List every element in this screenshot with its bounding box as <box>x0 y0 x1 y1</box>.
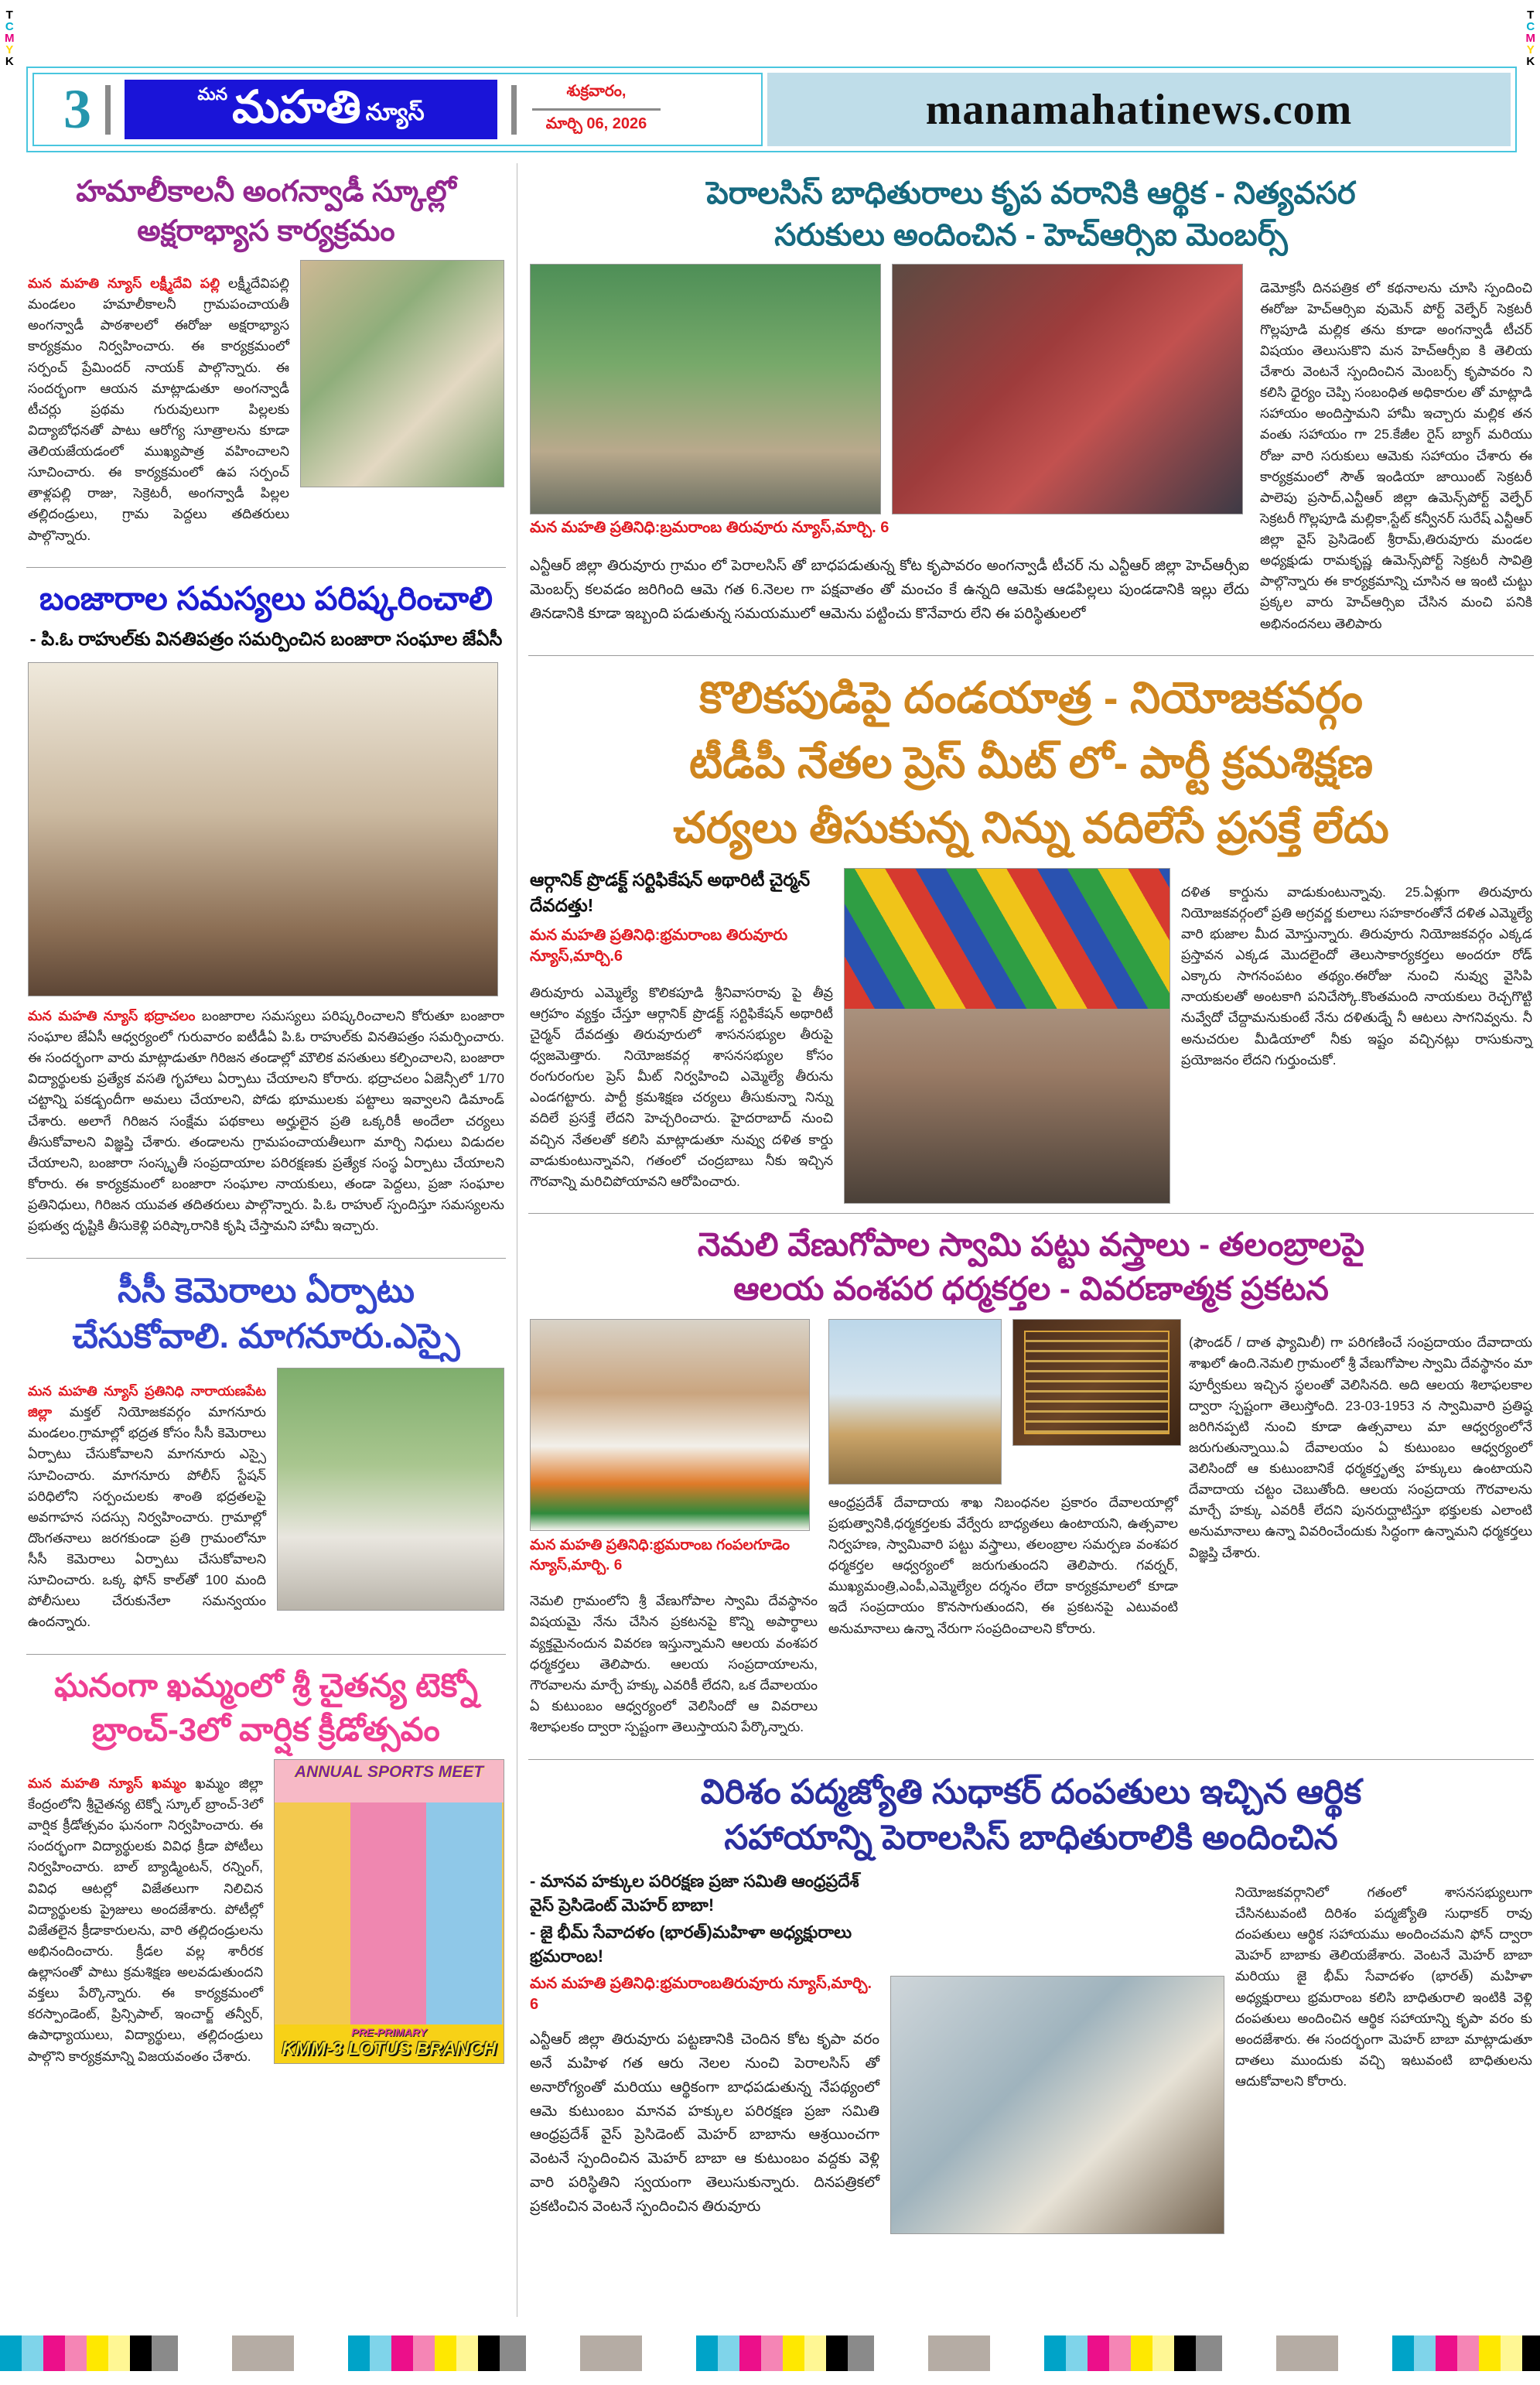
article-paralysis-hrci <box>528 163 1534 655</box>
article-body-left: నెమలి గ్రామంలోని శ్రీ వేణుగోపాల స్వామి దేవస్థానం విషయమై నేను చేసిన ప్రకటనపై కొన్ని అపార్థాలు వ్యక్తమైనందున వివరణ ఇస్తున్నామని ఆలయ వంశపర ధర్మకర్తలు తెలిపారు. ఆలయ సంప్రదాయాలను, గౌరవాలను మార్చే హక్కు ఎవరికీ లేదని, ఒక దేవాలయం ఏ కుటుంబం ఆధ్వర్యంలో వెలిసిందో ఆ వివరాలు శిలాఫలకం ద్వారా స్పష్టంగా తెలుస్తాయని పేర్కొన్నారు. <box>530 1593 818 1734</box>
press-meet-speaker-photo <box>844 868 1170 1204</box>
byline: మన మహతి ప్రతినిధి:భ్రమరాంబ గంపలగూడెం న్యూస్,మార్చి. 6 <box>530 1536 790 1573</box>
article-subhead: - పి.ఓ రాహుల్‌కు వినతిపత్రం సమర్పించిన బంజారా సంఘాల జేఏసీ <box>29 628 503 650</box>
reg-letter: M <box>1525 32 1535 45</box>
paralysis-main <box>530 264 1249 648</box>
stone-plaque-photo <box>1012 1319 1181 1446</box>
headline-line: చేసుకోవాలి. మాగనూరు.ఎస్సై <box>72 1317 460 1356</box>
headline-line: సరుకులు అందించిన - హెచ్ఆర్సిఐ మెంబర్స్ <box>774 218 1288 252</box>
reg-letter: Y <box>1526 43 1535 56</box>
article-headline <box>28 173 504 252</box>
headline-line: హమాలీకాలనీ అంగన్వాడీ స్కూల్లో <box>76 176 456 208</box>
headline-line: నెమలి వేణుగోపాల స్వామి పట్టు వస్త్రాలు - తలంబ్రాలపై <box>697 1226 1365 1263</box>
highlight-bullet: - మానవ హక్కుల పరిరక్షణ ప్రజా సమితి ఆంధ్రప్రదేశ్ వైస్ ప్రెసిడెంట్ మెహర్ బాబా! <box>530 1871 859 1915</box>
article-body-mid: ఆంధ్రప్రదేశ్ దేవాదాయ శాఖ నిబంధనల ప్రకారం దేవాలయాల్లో ప్రభుత్వానికి,ధర్మకర్తలకు వేర్వేరు బాధ్యతలు ఉంటాయని, ఉత్సవాల నిర్వహణ, స్వామివారి పట్టు వస్త్రాలు, తలంబ్రాల సమర్పణ వంశపర ధర్మకర్తల ఆధ్వర్యంలో జరుగుతుందని తెలిపారు. గవర్నర్, ముఖ్యమంత్రి,ఎంపీ,ఎమ్మెల్యేల దర్శనం లేదా కార్యక్రమాలలో కూడా ఇదే సంప్రదాయం కొనసాగుతుందని, ఈ ప్రకటనపై ఎటువంటి అనుమానాలు ఉన్నా నేరుగా సంప్రదించాలని కోరారు. <box>828 1494 1178 1636</box>
cmyk-registration-mark-left <box>5 9 15 67</box>
reg-letter: K <box>5 55 14 68</box>
article-body-left: ఎన్టీఆర్ జిల్లా తిరువూరు గ్రామం లో పెరాలసిస్ తో బాధపడుతున్న కోట కృపావరం అంగన్వాడీ టీచర్ ను ఎన్టీఆర్ జిల్లా హెచ్ఆర్సీఐ మెంబర్స్ కలవడం జరిగింది ఆమె గత 6.నెలల గా పక్షవాతం తో మంచం కే ఉన్నది ఆమెకు ఆడపిల్లలు పుండడానికి ఇల్లు లేదు తినడానికి కూడా ఇబ్బంది పడుతున్న సమయములో ఆమెను పట్టించు కొనేవారు లేని ఈ పరిస్థితులలో <box>530 558 1249 622</box>
donation-left-cell <box>530 1868 879 2233</box>
article-subhead: ఆర్గానిక్ ప్రొడక్ట్ సర్టిఫికేషన్ అథారిటీ చైర్మన్ దేవదత్తు! <box>530 870 811 916</box>
tdp-left-cell <box>530 868 833 1205</box>
donation-handover-photo <box>890 1976 1224 2234</box>
dateline: మన మహతి న్యూస్ భద్రాచలం <box>28 1007 196 1023</box>
masthead-left <box>32 73 763 146</box>
headline-line: పెరాలసిస్ బాధితురాలు కృప వరానికి ఆర్థిక - నిత్యవసర <box>706 176 1356 210</box>
article-banjara <box>26 567 506 1258</box>
sports-meet-collage-photo <box>274 1759 504 2064</box>
headline-line: టీడీపీ నేతల ప్రెస్ మీట్ లో- పార్టీ క్రమశిక్షణ <box>688 738 1374 788</box>
body-text: ఖమ్మం జిల్లా కేంద్రంలోని శ్రీచైతన్య టెక్నో స్కూల్ బ్రాంచ్-3లో వార్షిక క్రీడోత్సవం ఘనంగా నిర్వహించారు. ఈ సందర్భంగా విద్యార్థులకు వివిధ క్రీడా పోటీలు నిర్వహించారు. బాల్ బ్యాడ్మింటన్, రన్నింగ్, వివిధ ఆటల్లో విజేతలుగా నిలిచిన విద్యార్థులకు ప్రైజులు అందజేశారు. పోటీల్లో విజేతలైన క్రీడాకారులను, వారి తల్లిదండ్రులను అభినందించారు. క్రీడల వల్ల శారీరక ఉల్లాసంతో పాటు క్రమశిక్షణ అలవడుతుందని వక్తలు పేర్కొన్నారు. ఈ కార్యక్రమంలో కరస్పాండెంట్, ప్రిన్సిపాల్, ఇంచార్జ్ తన్వీర్, ఉపాధ్యాయులు, విద్యార్థులు, తల్లిదండ్రులు పాల్గొని కార్యక్రమాన్ని విజయవంతం చేశారు. <box>28 1775 263 2064</box>
reg-letter: K <box>1526 55 1535 68</box>
headline-line: చర్యలు తీసుకున్న నిన్ను వదిలేసే ప్రసక్తే లేదు <box>673 803 1389 853</box>
awareness-meeting-photo <box>277 1368 504 1611</box>
article-headline <box>530 665 1532 860</box>
article-anganwadi <box>26 163 506 567</box>
article-body-right: దళిత కార్డును వాడుకుంటున్నావు. 25.ఏళ్లుగా తిరువూరు నియోజకవర్గంలో ప్రతి అగ్రవర్ణ కులాలు సహకారంతోనే దళిత ఎమ్మెల్యే వారి భుజాల మీద మోస్తున్నారు. తిరువూరు నియోజకవర్గం ఎక్కడ ప్రస్తావన ఎక్కడ మొదలైందో తెలుసాకార్యకర్తలు అందరూ రోడ్ ఎక్కారు సాగనంపటం తథ్యం.ఈరోజు నుంచి నువ్వు వైసిపి నాయకులతో అంటకాగి పనిచేస్కో.కొంతమంది నాయకులు రెచ్చగొట్టి నువ్వేదో చేద్దామనుకుంటే నేను దళితుడ్నే నీ ఆటలు సాగనివ్వను. నీ అనుచరుల మీడియాలో నీకు ఇష్టం వచ్చినట్లు రాసుకున్నా ప్రయోజనం లేదని గుర్తుంచుకో. <box>1181 883 1532 1068</box>
highlight-bullet: - జై భీమ్ సేవాదళం (భారత్)మహిళా అధ్యక్షురాలు భ్రమరాంబ! <box>530 1922 852 1966</box>
collage-banner <box>275 2025 504 2063</box>
website-banner <box>767 73 1511 146</box>
article-body-right: (ఫౌండర్ / దాత ఫ్యామిలీ) గా పరిగణించే సంప్రదాయం దేవాదాయ శాఖలో ఉంది.నెమలి గ్రామంలో శ్రీ వేణుగోపాల స్వామి దేవస్థానం మా పూర్వీకులు ఇచ్చిన స్థలంతో వెలిసినది. అది ఆలయ శిలాఫలకాల ద్వారా స్పష్టంగా తెలుస్తోంది. 23-03-1953 న స్వామివారి ప్రతిష్ఠ జరిగినప్పటి నుంచి కూడా ఉత్సవాలు మా ఆధ్వర్యంలోనే జరుగుతున్నాయి.ఏ దేవాలయం ఏ కుటుంబం ఆధ్వర్యంలో వెలిసిందో ఆ కుటుంబానికే ధర్మకర్తృత్వ హక్కులు ఉంటాయని దేవాదాయ చట్టం చెబుతోంది. ఆలయ సంప్రదాయ గౌరవాలను మార్చే హక్కు ఎవరికీ లేదని పునరుద్ఘాటిస్తూ భక్తులకు ఎలాంటి అనుమానాలు ఉన్నా వివరించేందుకు సిద్ధంగా ఉన్నామని ధర్మకర్తలు విజ్ఞప్తి చేశారు. <box>1189 1334 1532 1560</box>
article-body <box>28 1381 266 1633</box>
article-headline <box>28 1664 504 1751</box>
article-body <box>28 1773 263 2067</box>
byline: మన మహతి ప్రతినిధి:భ్రమరాంబ తిరువూరు న్యూస్,మార్చి.6 <box>530 927 788 965</box>
website-url: manamahatinews.com <box>925 85 1353 134</box>
article-donation <box>528 1759 1534 2242</box>
reg-letter: M <box>5 32 15 45</box>
dateline: మన మహతి న్యూస్ ప్రతినిధి నారాయణపేట జిల్లా <box>28 1383 266 1420</box>
collage-banner-line2: KMM-3 LOTUS BRANCH <box>282 2038 497 2060</box>
logo-word-main: మహతి <box>232 82 361 133</box>
newspaper-logo <box>125 80 497 139</box>
hrci-group-photo <box>530 264 881 514</box>
article-body-right: నియోజకవర్గానిలో గతంలో శాసనసభ్యులుగా చేసినటువంటి దిరిశం పద్మజ్యోతి సుధాకర్ రావు దంపతులు ఆర్థిక సహాయము అందించమని ఫోన్ ద్వారా మెహర్ బాబాకు తెలియజేశారు. వెంటనే మెహర్ బాబా మరియు జై భీమ్ సేవాదళం (భారత్) మహిళా అధ్యక్షురాలు భ్రమరాంబ కలిసి బాధితురాలి ఇంటికి వెళ్లి దంపతులు అందించిన ఆర్థిక సహాయాన్ని కృపా వరం కు అందజేశారు. ఈ సందర్భంగా మెహర్ బాబా మాట్లాడుతూ దాతలు ముందుకు వచ్చి ఇటువంటి బాధితులను ఆదుకోవాలని కోరారు. <box>1235 1884 1532 2089</box>
collage-title: ANNUAL SPORTS MEET <box>294 1763 484 1782</box>
date-block <box>531 83 662 136</box>
headline-line: అక్షరాభ్యాస కార్యక్రమం <box>137 215 395 248</box>
nemali-left-cell <box>530 1319 818 1751</box>
reg-letter: C <box>5 20 14 33</box>
headline-line: విరిశం పద్మజ్యోతి సుధాకర్ దంపతులు ఇచ్చిన ఆర్థిక <box>700 1772 1362 1811</box>
byline: మన మహతి ప్రతినిధి:భ్రమరాంబతిరువూరు న్యూస్,మార్చి. 6 <box>530 1975 872 2014</box>
classroom-photo <box>300 260 504 487</box>
divider <box>511 85 517 135</box>
logo-word-sub: న్యూస్ <box>365 99 425 125</box>
page-number: 3 <box>63 78 91 140</box>
headline-line: బ్రాంచ్-3లో వార్షిక క్రీడోత్సవం <box>92 1710 440 1748</box>
reg-letter: C <box>1526 20 1535 33</box>
article-body <box>28 1006 504 1236</box>
article-headline: బంజారాల సమస్యలు పరిష్కరించాలి <box>39 580 493 617</box>
article-cc-cameras <box>26 1258 506 1654</box>
headline-line: ఘనంగా ఖమ్మంలో శ్రీ చైతన్య టెక్నో <box>54 1667 478 1704</box>
reg-letter: Y <box>5 43 14 56</box>
masthead <box>26 67 1517 152</box>
left-column <box>26 163 506 2317</box>
byline: మన మహతి ప్రతినిధి:బ్రమరాంబ తిరువూరు న్యూస్,మార్చి. 6 <box>530 519 890 536</box>
trustee-portrait-photo <box>530 1319 810 1531</box>
article-headline <box>28 1268 504 1360</box>
divider <box>532 108 661 111</box>
headline-line: సహాయాన్ని పెరాలసిస్ బాధితురాలికి అందించిన <box>724 1819 1338 1857</box>
cmyk-registration-mark-right <box>1526 9 1536 67</box>
article-sports-meet <box>26 1654 506 2088</box>
body-text: లక్ష్మీదేవిపల్లి మండలం హమాలీకాలనీ గ్రామపంచాయతీ అంగన్వాడీ పాఠశాలలో ఈరోజు అక్షరాభ్యాస కార్యక్రమం నిర్వహించారు. ఈ కార్యక్రమంలో సర్పంచ్ ప్రేమిందర్ నాయక్ పాల్గొన్నారు. ఈ సందర్భంగా ఆయన మాట్లాడుతూ అంగన్వాడీ టీచర్లు ప్రథమ గురువులుగా పిల్లలకు విద్యాబోధనతో పాటు ఆరోగ్య సూత్రాలను కూడా తెలియజేయడంలో ముఖ్యపాత్ర వహించాలని సూచించారు. ఈ కార్యక్రమంలో ఉప సర్పంచ్ తాళ్లపల్లి రాజు, సెక్రెటరీ, అంగన్వాడీ పిల్లల తల్లిదండ్రులు, గ్రామ పెద్దలు తదితరులు పాల్గొన్నారు. <box>28 275 289 543</box>
body-text: మక్తల్ నియోజకవర్గం మాగనూరు మండలం.గ్రామాల్లో భద్రత కోసం సీసీ కెమెరాలు ఏర్పాటు చేసుకోవాలని మాగనూరు ఎస్సై సూచించారు. మాగనూరు పోలీస్ స్టేషన్ పరిధిలోని సర్పంచులకు శాంతి భద్రతలపై అవగాహన సదస్సు నిర్వహించారు. గ్రామాల్లో దొంగతనాలు జరగకుండా ప్రతి గ్రామంలోనూ సీసీ కెమెరాలు ఏర్పాటు చేసుకోవాలని సూచించారు. ఒక్క ఫోన్ కాల్‌తో 100 మంది పోలీసులు చేరుకునేలా సమన్వయం ఉందన్నారు. <box>28 1404 266 1630</box>
patient-photo <box>892 264 1243 514</box>
page-body <box>0 159 1540 2325</box>
dateline: మన మహతి న్యూస్ ఖమ్మం <box>28 1775 186 1791</box>
body-text: బంజారాల సమస్యలు పరిష్కరించాలని కోరుతూ బంజారా సంఘాల జేఏసీ ఆధ్వర్యంలో గురువారం ఐటీడీఏ పి.ఓ రాహుల్‌కు వినతిపత్రం సమర్పించారు. ఈ సందర్భంగా వారు మాట్లాడుతూ గిరిజన తండాల్లో మౌలిక వసతులు కల్పించాలని, బంజారా విద్యార్థులకు ప్రత్యేక వసతి గృహాలు ఏర్పాటు చేయాలని కోరారు. భద్రాచలం ఏజెన్సీలో 1/70 చట్టాన్ని పకడ్బందీగా అమలు చేయాలని, పోడు భూములకు పట్టాలు ఇవ్వాలని డిమాండ్ చేశారు. అలాగే గిరిజన సంక్షేమ పథకాలు అర్హులైన ప్రతి ఒక్కరికీ అందేలా చర్యలు తీసుకోవాలని విజ్ఞప్తి చేశారు. తండాలను గ్రామపంచాయతీలుగా మార్చి నిధులు విడుదల చేయాలని, బంజారా సంస్కృతీ సంప్రదాయాల పరిరక్షణకు ప్రత్యేక సంస్థ ఏర్పాటు చేయాలని కోరారు. ఈ కార్యక్రమంలో బంజారా సంఘాల నాయకులు, తండా పెద్దలు, ప్రజా సంఘాల ప్రతినిధులు, గిరిజన యువత తదితరులు పాల్గొన్నారు. పి.ఓ రాహుల్ స్పందిస్తూ సమస్యలను ప్రభుత్వ దృష్టికి తీసుకెళ్లి పరిష్కారానికి కృషి చేస్తామని హామీ ఇచ్చారు. <box>28 1007 505 1234</box>
article-headline <box>530 173 1532 256</box>
headline-line: సీసీ కెమెరాలు ఏర్పాటు <box>118 1271 415 1310</box>
article-headline <box>530 1223 1532 1310</box>
headline-line: కొలికపుడిపై దండయాత్ర - నియోజకవర్గం <box>699 673 1363 723</box>
reg-letter: T <box>5 9 13 22</box>
article-body-right: డెమోక్రసీ దినపత్రిక లో కథనాలను చూసి స్పందించి ఈరోజు హెచ్ఆర్సిఐ వుమెన్ పోర్ట్ వెల్ఫేర్ సెక్రటరీ గొల్లపూడి మల్లిక తను కూడా అంగన్వాడీ టీచర్ విషయం తెలుసుకొని మన హెచ్ఆర్సీఐ కి తెలియ చేశారు వెంటనే స్పందించిన మెంబర్స్ కృపావరం ని కలిసి ధైర్యం చెప్పి సంబంధిత అధికారుల తో మాట్లాడి సహాయం అందిస్తామని హామీ ఇచ్చారు మల్లిక తన వంతు సహాయం గా 25.కేజీల రైస్ బ్యాగ్ మరియు రోజు వారి సరుకులు ఆమెకు సహాయం చేశారు ఈ కార్యక్రమంలో సౌత్ ఇండియా జాయింట్ సెక్రటరీ పాలెపు ప్రసాద్,ఎన్టీఆర్ జిల్లా ఉమెన్స్‌పోర్ట్ వెల్ఫేర్ సెక్రటరీ గొల్లపూడి మల్లికా,స్టేట్ కన్వీనర్ సురేష్ ఎన్టీఆర్ జిల్లా వైస్ ప్రెసిడెంట్ శ్రీరామ్,తిరువూరు మండల అధ్యక్షుడు రామకృష్ణ ఉమెన్స్‌పోర్ట్ సెక్రటరీ సావిత్రి పాల్గొన్నారు ఈ కార్యక్రమాన్ని చూసిన ఆ ఇంటి చుట్టు ప్రక్కల వారు హెచ్ఆర్సిఐ చేసిన మంచి పనికి అభినందనలు తెలిపారు <box>1260 279 1532 631</box>
reg-letter: T <box>1527 9 1535 22</box>
article-headline <box>530 1769 1532 1861</box>
collage-banner-line1: PRE-PRIMARY <box>351 2026 427 2039</box>
banjara-memorandum-photo <box>28 662 498 996</box>
logo-word-top: మన <box>197 84 228 104</box>
right-column <box>528 163 1534 2317</box>
divider <box>105 85 111 135</box>
article-body-left: తిరువూరు ఎమ్మెల్యే కొలికపూడి శ్రీనివాసరావు పై తీవ్ర ఆగ్రహం వ్యక్తం చేస్తూ ఆర్గానిక్ ప్రొడక్ట్ సర్టిఫికేషన్ అథారిటీ చైర్మన్ దేవదత్తు తిరువూరులో శాసనసభ్యుల తీరుపై ధ్వజమెత్తారు. నియోజకవర్గ శాసనసభ్యుల కోసం రంగురంగుల ప్రెస్ మీట్ నిర్వహించి ఎమ్మెల్యే తీరును ఎండగట్టారు. పార్టీ క్రమశిక్షణ చర్యలు తీసుకున్నా నిన్ను వదిలే ప్రసక్తే లేదని హెచ్చరించారు. హైదరాబాద్ నుంచి వచ్చిన నేతలతో కలిసి మాట్లాడుతూ నువ్వు దళిత కార్డు వాడుకుంటున్నావని, గతంలో చంద్రబాబు నీకు ఇచ్చిన గౌరవాన్ని మరిచిపోయావని ఆరోపించారు. <box>530 984 833 1189</box>
article-nemali-temple <box>528 1213 1534 1758</box>
nemali-mid-cell <box>828 1319 1178 1751</box>
article-body <box>28 273 289 546</box>
temple-gopuram-photo <box>828 1319 1002 1485</box>
cmyk-color-bar <box>0 2335 1540 2371</box>
article-tdp-press-meet <box>528 655 1534 1213</box>
headline-line: ఆలయ వంశపర ధర్మకర్తల - వివరణాత్మక ప్రకటన <box>733 1270 1329 1307</box>
day-label: శుక్రవారం, <box>566 83 627 100</box>
dateline: మన మహతి న్యూస్ లక్ష్మీదేవి పల్లి <box>28 275 220 292</box>
article-body-left: ఎన్టీఆర్ జిల్లా తిరువూరు పట్టణానికి చెందిన కోట కృపా వరం అనే మహిళ గత ఆరు నెలల నుంచి పెరాలసిస్ తో అనారోగ్యంతో మరియు ఆర్థికంగా బాధపడుతున్న నేపథ్యంలో ఆమె కుటుంబం మానవ హక్కుల పరిరక్షణ ప్రజా సమితి ఆంధ్రప్రదేశ్ వైస్ ప్రెసిడెంట్ మెహర్ బాబాను ఆశ్రయించగా వెంటనే స్పందించిన మెహర్ బాబా ఆ కుటుంబం వద్దకు వెళ్లి వారి పరిస్థితిని స్వయంగా తెలుసుకున్నారు. దినపత్రికలో ప్రకటించిన వెంటనే స్పందించిన తిరువూరు <box>530 2031 879 2215</box>
date-label: మార్చి 06, 2026 <box>545 115 647 132</box>
